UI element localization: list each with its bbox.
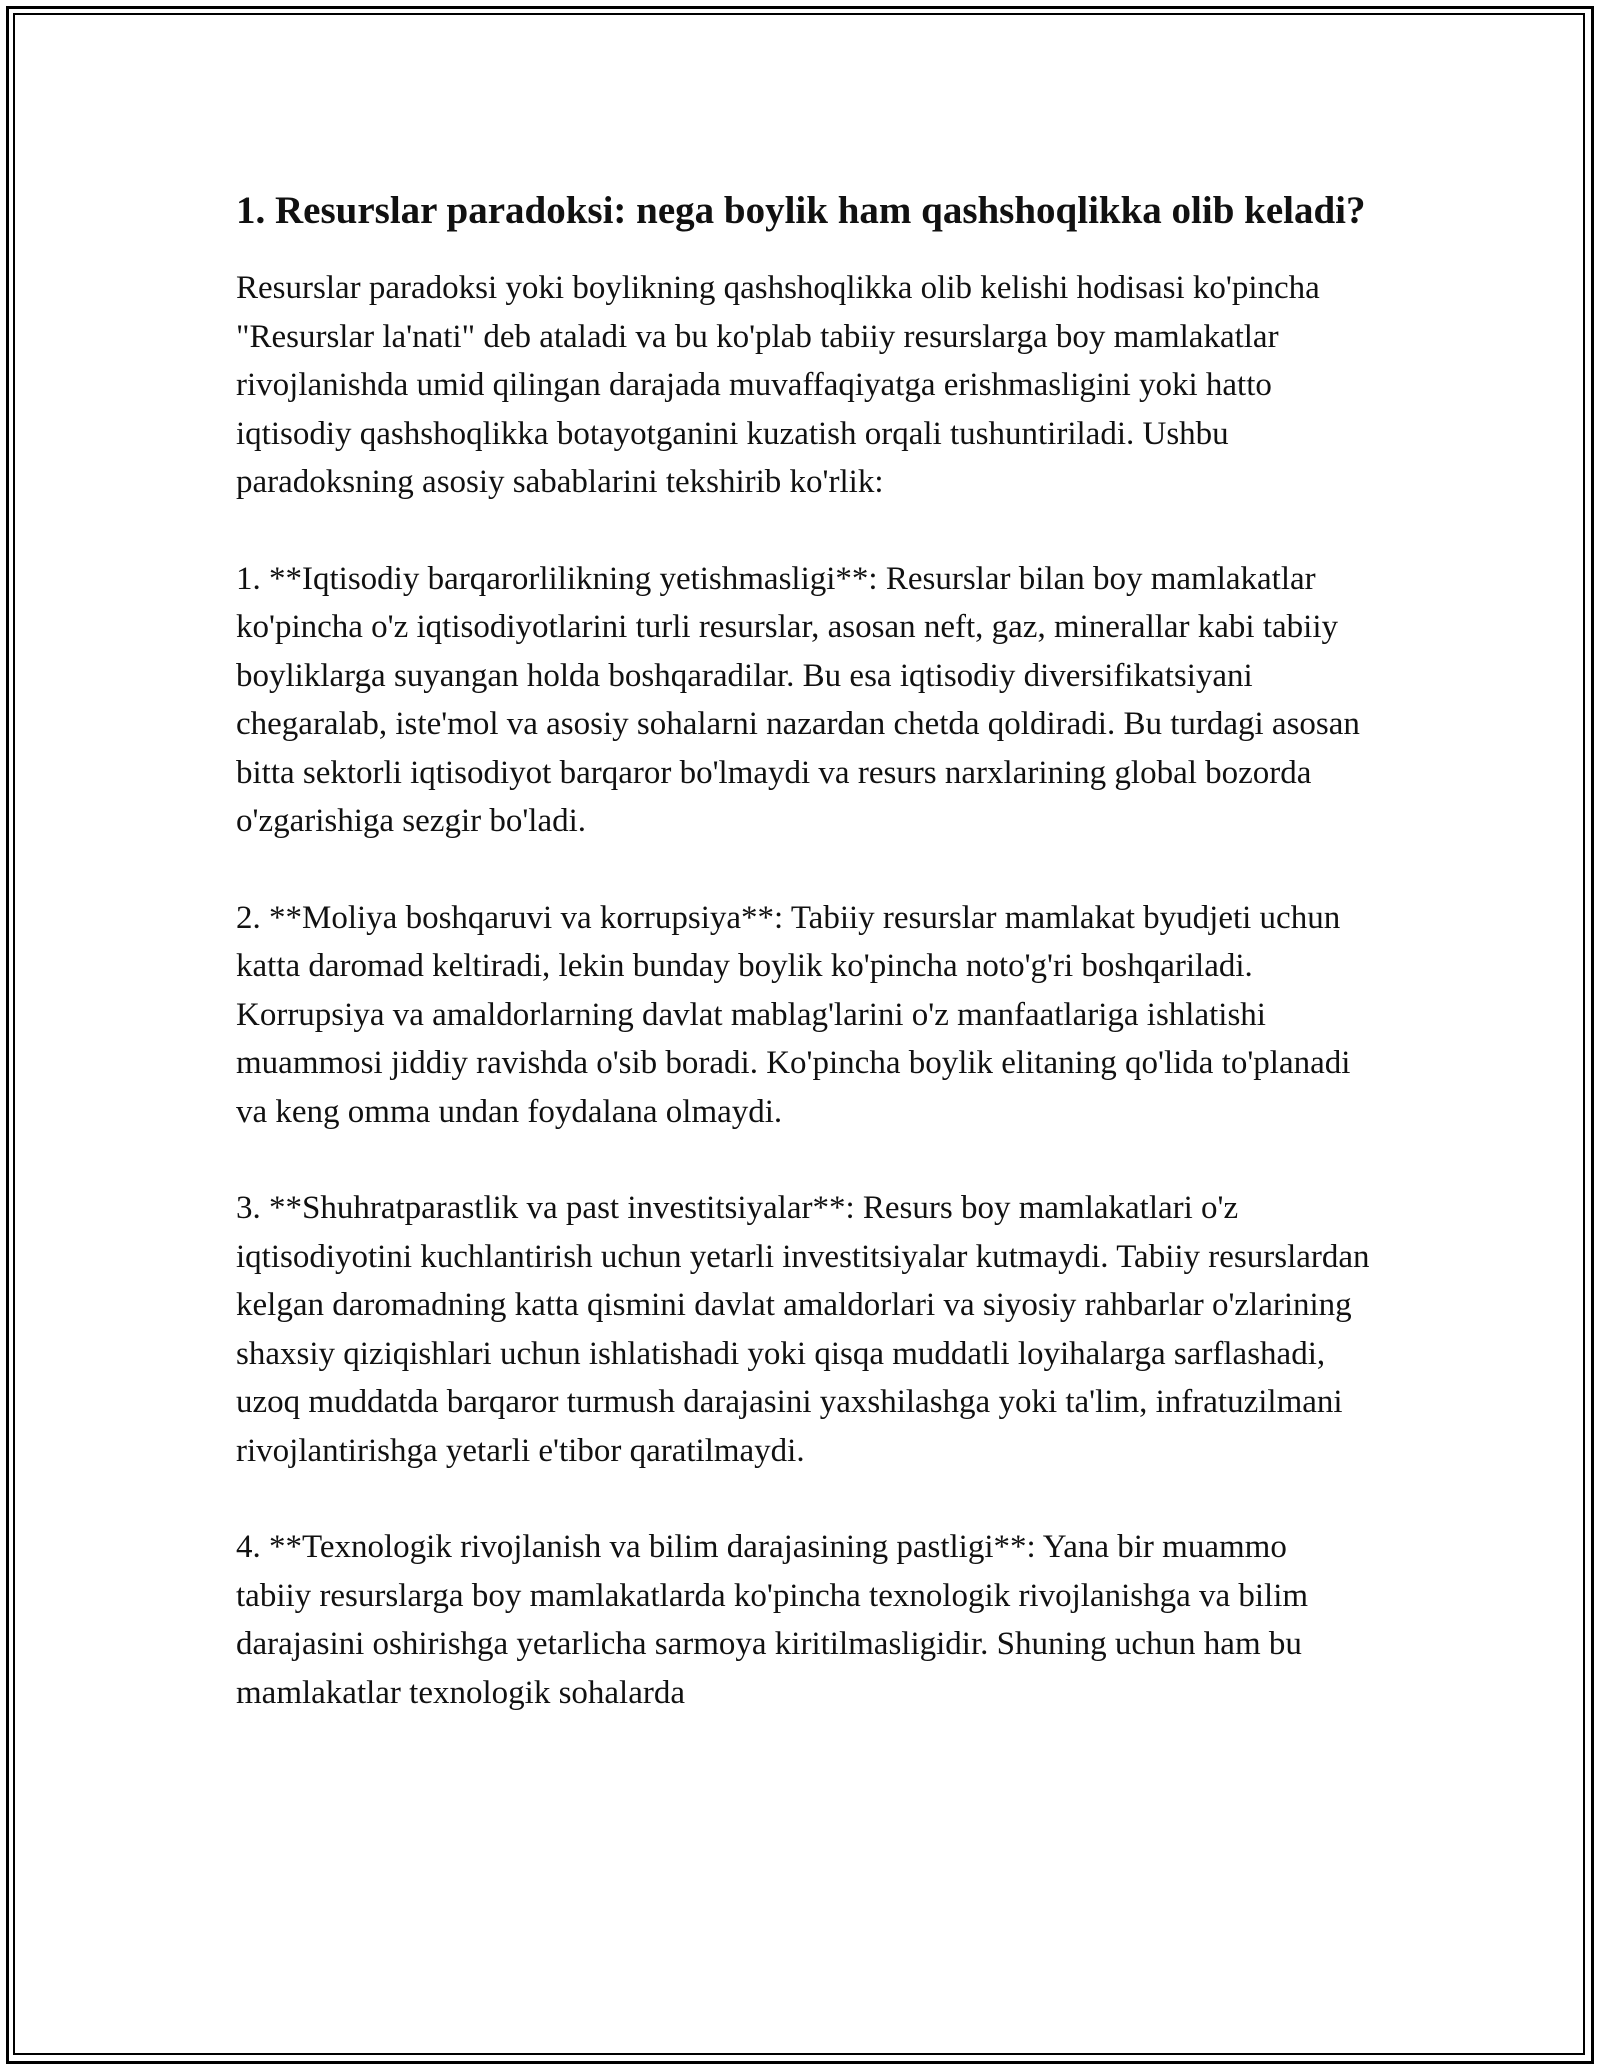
document-title: 1. Resurslar paradoksi: nega boylik ham qashshoqlikka olib keladi? [236, 189, 1366, 232]
point-1-paragraph: 1. **Iqtisodiy barqarorlilikning yetishmasligi**: Resurslar bilan boy mamlakatlar ko'pincha o'z iqtisodiyotlarini turli resurslar, asosan neft, gaz, minerallar kabi tabiiy boyliklarga suyangan holda boshqaradilar. Bu esa iqtisodiy diversifikatsiyani chegaralab, iste'mol va asosiy sohalarni nazardan chetda qoldiradi. Bu turdagi asosan bitta sektorli iqtisodiyot barqaror bo'lmaydi va resurs narxlarining global bozorda o'zgarishiga sezgir bo'ladi. [236, 560, 1360, 839]
point-4-paragraph: 4. **Texnologik rivojlanish va bilim darajasining pastligi**: Yana bir muammo tabiiy resurslarga boy mamlakatlarda ko'pincha texnologik rivojlanishga va bilim darajasini oshirishga yetarlicha sarmoya kiritilmasligidir. Shuning uchun ham bu mamlakatlar texnologik sohalarda [236, 1529, 1309, 1711]
document-body [236, 186, 1370, 1717]
intro-paragraph: Resurslar paradoksi yoki boylikning qashshoqlikka olib kelishi hodisasi ko'pincha "Resurslar la'nati" deb ataladi va bu ko'plab tabiiy resurslarga boy mamlakatlar rivojlanishda umid qilingan darajada muvaffaqiyatga erishmasligini yoki hatto iqtisodiy qashshoqlikka botayotganini kuzatish orqali tushuntiriladi. Ushbu paradoksning asosiy sabablarini tekshirib ko'rlik: [236, 270, 1320, 500]
point-3-paragraph: 3. **Shuhratparastlik va past investitsiyalar**: Resurs boy mamlakatlari o'z iqtisodiyotini kuchlantirish uchun yetarli investitsiyalar kutmaydi. Tabiiy resurslardan kelgan daromadning katta qismini davlat amaldorlari va siyosiy rahbarlar o'zlarining shaxsiy qiziqishlari uchun ishlatishadi yoki qisqa muddatli loyihalarga sarflashadi, uzoq muddatda barqaror turmush darajasini yaxshilashga yoki ta'lim, infratuzilmani rivojlantirishga yetarli e'tibor qaratilmaydi. [236, 1190, 1370, 1469]
point-2-paragraph: 2. **Moliya boshqaruvi va korrupsiya**: Tabiiy resurslar mamlakat byudjeti uchun katta daromad keltiradi, lekin bunday boylik ko'pincha noto'g'ri boshqariladi. Korrupsiya va amaldorlarning davlat mablag'larini o'z manfaatlariga ishlatishi muammosi jiddiy ravishda o'sib boradi. Ko'pincha boylik elitaning qo'lida to'planadi va keng omma undan foydalana olmaydi. [236, 899, 1351, 1130]
